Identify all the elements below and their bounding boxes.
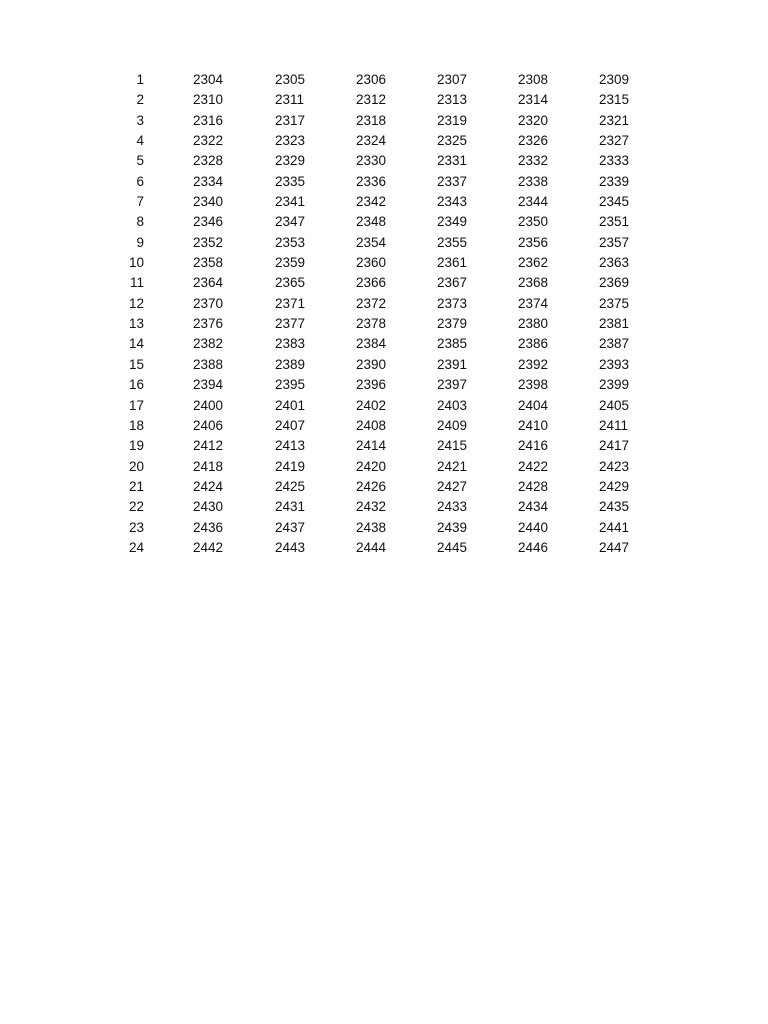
table-cell: 2445 (437, 539, 468, 555)
table-cell: 2431 (275, 499, 306, 515)
table-cell: 2398 (518, 377, 549, 393)
table-cell: 2387 (599, 336, 630, 352)
table-cell: 2345 (599, 194, 630, 210)
row-number: 22 (128, 499, 144, 515)
row-number: 5 (136, 153, 144, 169)
table-cell: 2439 (437, 519, 468, 535)
table-cell: 2441 (599, 519, 630, 535)
row-number: 14 (128, 336, 144, 352)
table-cell: 2367 (437, 275, 468, 291)
table-cell: 2393 (599, 356, 630, 372)
table-cell: 2419 (275, 458, 306, 474)
table-cell: 2438 (356, 519, 387, 535)
table-cell: 2389 (275, 356, 306, 372)
table-cell: 2435 (599, 499, 630, 515)
table-cell: 2382 (193, 336, 224, 352)
table-cell: 2409 (437, 417, 468, 433)
table-row (0, 212, 768, 232)
table-cell: 2350 (518, 214, 549, 230)
table-cell: 2349 (437, 214, 468, 230)
table-cell: 2410 (518, 417, 549, 433)
table-cell: 2358 (193, 255, 224, 271)
table-cell: 2348 (356, 214, 387, 230)
table-row (0, 131, 768, 151)
row-number: 21 (128, 478, 144, 494)
table-cell: 2313 (437, 92, 468, 108)
table-cell: 2443 (275, 539, 306, 555)
table-row (0, 375, 768, 395)
table-cell: 2394 (193, 377, 224, 393)
table-cell: 2352 (193, 234, 224, 250)
table-cell: 2322 (193, 133, 224, 149)
table-cell: 2324 (356, 133, 387, 149)
table-cell: 2406 (193, 417, 224, 433)
table-cell: 2336 (356, 173, 387, 189)
table-cell: 2376 (193, 316, 224, 332)
table-cell: 2359 (275, 255, 306, 271)
row-number: 18 (128, 417, 144, 433)
table-cell: 2375 (599, 295, 630, 311)
table-cell: 2383 (275, 336, 306, 352)
table-cell: 2325 (437, 133, 468, 149)
table-cell: 2442 (193, 539, 224, 555)
table-cell: 2340 (193, 194, 224, 210)
table-cell: 2347 (275, 214, 306, 230)
row-number: 2 (136, 92, 144, 108)
table-cell: 2444 (356, 539, 387, 555)
row-number: 8 (136, 214, 144, 230)
table-cell: 2361 (437, 255, 468, 271)
table-row (0, 172, 768, 192)
table-cell: 2379 (437, 316, 468, 332)
table-row (0, 477, 768, 497)
table-cell: 2353 (275, 234, 306, 250)
row-number: 15 (128, 356, 144, 372)
table-cell: 2319 (437, 112, 468, 128)
table-cell: 2372 (356, 295, 387, 311)
table-cell: 2377 (275, 316, 306, 332)
row-number: 23 (128, 519, 144, 535)
table-row (0, 253, 768, 273)
table-cell: 2320 (518, 112, 549, 128)
table-cell: 2316 (193, 112, 224, 128)
table-cell: 2314 (518, 92, 549, 108)
table-cell: 2343 (437, 194, 468, 210)
table-cell: 2400 (193, 397, 224, 413)
table-cell: 2309 (599, 72, 630, 87)
table-cell: 2329 (275, 153, 306, 169)
table-cell: 2385 (437, 336, 468, 352)
table-cell: 2311 (275, 92, 305, 108)
table-cell: 2374 (518, 295, 549, 311)
table-row (0, 192, 768, 212)
table-cell: 2428 (518, 478, 549, 494)
table-cell: 2401 (275, 397, 306, 413)
table-cell: 2317 (275, 112, 306, 128)
table-cell: 2397 (437, 377, 468, 393)
table-cell: 2411 (599, 417, 629, 433)
table-cell: 2433 (437, 499, 468, 515)
table-row (0, 355, 768, 375)
table-cell: 2388 (193, 356, 224, 372)
table-cell: 2328 (193, 153, 224, 169)
table-cell: 2420 (356, 458, 387, 474)
table-cell: 2337 (437, 173, 468, 189)
table-cell: 2403 (437, 397, 468, 413)
table-cell: 2370 (193, 295, 224, 311)
table-cell: 2312 (356, 92, 387, 108)
table-row (0, 90, 768, 110)
table-cell: 2423 (599, 458, 630, 474)
row-number: 24 (128, 539, 144, 555)
table-cell: 2332 (518, 153, 549, 169)
table-cell: 2380 (518, 316, 549, 332)
table-cell: 2415 (437, 438, 468, 454)
table-row (0, 436, 768, 456)
table-cell: 2330 (356, 153, 387, 169)
table-cell: 2365 (275, 275, 306, 291)
number-table (0, 70, 768, 558)
table-row (0, 111, 768, 131)
table-cell: 2346 (193, 214, 224, 230)
table-row (0, 538, 768, 558)
table-cell: 2341 (275, 194, 306, 210)
table-cell: 2437 (275, 519, 306, 535)
table-cell: 2360 (356, 255, 387, 271)
table-cell: 2327 (599, 133, 630, 149)
table-cell: 2362 (518, 255, 549, 271)
table-cell: 2310 (193, 92, 224, 108)
table-cell: 2315 (599, 92, 630, 108)
table-cell: 2384 (356, 336, 387, 352)
table-cell: 2308 (518, 72, 549, 87)
table-row (0, 273, 768, 293)
table-cell: 2323 (275, 133, 306, 149)
table-cell: 2424 (193, 478, 224, 494)
table-cell: 2418 (193, 458, 224, 474)
row-number: 6 (136, 173, 144, 189)
table-cell: 2344 (518, 194, 549, 210)
table-row (0, 334, 768, 354)
table-cell: 2430 (193, 499, 224, 515)
table-cell: 2354 (356, 234, 387, 250)
table-cell: 2429 (599, 478, 630, 494)
table-cell: 2392 (518, 356, 549, 372)
table-row (0, 457, 768, 477)
table-cell: 2386 (518, 336, 549, 352)
table-cell: 2331 (437, 153, 468, 169)
table-cell: 2318 (356, 112, 387, 128)
table-cell: 2440 (518, 519, 549, 535)
row-number: 11 (129, 275, 144, 291)
table-cell: 2396 (356, 377, 387, 393)
table-cell: 2390 (356, 356, 387, 372)
table-cell: 2417 (599, 438, 630, 454)
table-cell: 2381 (599, 316, 630, 332)
table-cell: 2404 (518, 397, 549, 413)
table-row (0, 233, 768, 253)
table-cell: 2357 (599, 234, 630, 250)
table-cell: 2363 (599, 255, 630, 271)
table-cell: 2447 (599, 539, 630, 555)
table-cell: 2407 (275, 417, 306, 433)
table-cell: 2366 (356, 275, 387, 291)
table-cell: 2364 (193, 275, 224, 291)
table-cell: 2342 (356, 194, 387, 210)
table-row (0, 151, 768, 171)
table-row (0, 416, 768, 436)
table-cell: 2351 (599, 214, 630, 230)
table-cell: 2333 (599, 153, 630, 169)
table-cell: 2425 (275, 478, 306, 494)
table-row (0, 294, 768, 314)
row-number: 20 (128, 458, 144, 474)
table-cell: 2321 (599, 112, 630, 128)
table-cell: 2391 (437, 356, 468, 372)
row-number: 10 (128, 255, 144, 271)
table-cell: 2416 (518, 438, 549, 454)
table-cell: 2426 (356, 478, 387, 494)
table-cell: 2413 (275, 438, 306, 454)
table-cell: 2422 (518, 458, 549, 474)
table-cell: 2335 (275, 173, 306, 189)
table-cell: 2432 (356, 499, 387, 515)
table-cell: 2338 (518, 173, 549, 189)
table-row (0, 314, 768, 334)
table-cell: 2326 (518, 133, 549, 149)
table-cell: 2395 (275, 377, 306, 393)
table-cell: 2334 (193, 173, 224, 189)
row-number: 19 (128, 438, 144, 454)
table-cell: 2307 (437, 72, 468, 87)
table-cell: 2408 (356, 417, 387, 433)
table-cell: 2378 (356, 316, 387, 332)
table-cell: 2356 (518, 234, 549, 250)
table-cell: 2421 (437, 458, 468, 474)
table-cell: 2436 (193, 519, 224, 535)
row-number: 3 (136, 112, 144, 128)
table-cell: 2412 (193, 438, 224, 454)
table-cell: 2305 (275, 72, 306, 87)
table-cell: 2446 (518, 539, 549, 555)
table-row (0, 396, 768, 416)
table-cell: 2304 (193, 72, 224, 87)
table-cell: 2399 (599, 377, 630, 393)
table-cell: 2434 (518, 499, 549, 515)
row-number: 1 (136, 72, 144, 87)
table-cell: 2368 (518, 275, 549, 291)
table-cell: 2402 (356, 397, 387, 413)
table-cell: 2306 (356, 72, 387, 87)
table-row (0, 70, 768, 90)
table-cell: 2339 (599, 173, 630, 189)
row-number: 7 (136, 194, 144, 210)
row-number: 17 (128, 397, 144, 413)
table-cell: 2414 (356, 438, 387, 454)
row-number: 13 (128, 316, 144, 332)
row-number: 12 (128, 295, 144, 311)
table-cell: 2355 (437, 234, 468, 250)
row-number: 4 (136, 133, 144, 149)
table-row (0, 497, 768, 517)
row-number: 9 (136, 234, 144, 250)
table-cell: 2427 (437, 478, 468, 494)
table-cell: 2373 (437, 295, 468, 311)
table-cell: 2369 (599, 275, 630, 291)
table-cell: 2371 (275, 295, 306, 311)
table-row (0, 518, 768, 538)
row-number: 16 (128, 377, 144, 393)
table-cell: 2405 (599, 397, 630, 413)
